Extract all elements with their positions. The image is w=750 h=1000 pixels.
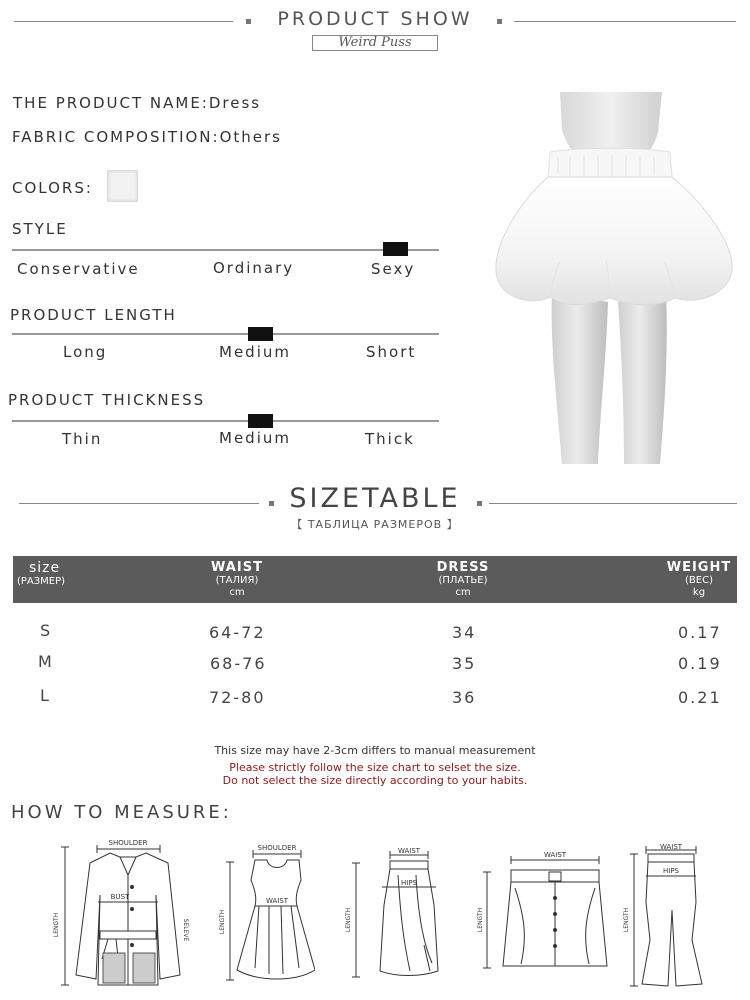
thickness-option-thin: Thin xyxy=(62,430,103,448)
skirt-waist-label: WAIST xyxy=(397,847,421,855)
shorts-waist-label: WAIST xyxy=(543,851,567,859)
dress-shoulder-label: SHOULDER xyxy=(257,844,297,852)
colors-label: COLORS: xyxy=(12,179,93,197)
size-warning-line-1: Please strictly follow the size chart to selset the size. xyxy=(229,761,521,774)
thickness-option-thick: Thick xyxy=(365,430,415,448)
row-m-dress: 35 xyxy=(452,654,477,673)
jacket-length-label: LENGTH xyxy=(53,912,60,938)
length-option-medium: Medium xyxy=(219,343,291,361)
length-marker xyxy=(248,327,273,341)
dress-diagram xyxy=(215,840,315,985)
row-l-size: L xyxy=(40,686,51,705)
shorts-diagram xyxy=(475,848,615,978)
row-s-weight: 0.17 xyxy=(678,623,722,642)
row-s-size: S xyxy=(40,621,53,640)
skirt-length-label: LENGTH xyxy=(345,907,352,933)
col-dress: DRESS (ПЛАТЬЕ) cm xyxy=(436,560,490,598)
thickness-marker xyxy=(248,414,273,428)
thickness-heading: PRODUCT THICKNESS xyxy=(8,391,206,409)
dress-waist-label: WAIST xyxy=(265,897,289,905)
skirt-hips-label: HIPS xyxy=(401,879,417,887)
jacket-diagram xyxy=(50,835,200,993)
sizetable-title: SIZETABLE xyxy=(289,483,461,514)
style-option-conservative: Conservative xyxy=(17,260,140,278)
length-option-short: Short xyxy=(366,343,417,361)
row-m-waist: 68-76 xyxy=(210,654,267,673)
jacket-bust-label: BUST xyxy=(110,893,130,901)
pencil-skirt-diagram xyxy=(340,845,440,985)
jacket-shoulder-label: SHOULDER xyxy=(108,839,148,847)
size-warning-line-2: Do not select the size directly according to your habits. xyxy=(222,774,528,787)
style-heading: STYLE xyxy=(12,220,68,238)
row-m-size: M xyxy=(38,652,54,671)
col-waist: WAIST (ТАЛИЯ) cm xyxy=(211,560,263,598)
length-option-long: Long xyxy=(63,343,108,361)
row-l-weight: 0.21 xyxy=(678,688,722,707)
col-weight: WEIGHT (ВЕС) kg xyxy=(666,560,732,598)
col-size: size (РАЗМЕР) xyxy=(17,560,66,587)
row-m-weight: 0.19 xyxy=(678,654,722,673)
how-to-measure-heading: HOW TO MEASURE: xyxy=(11,802,232,823)
brand-name: Weird Puss xyxy=(312,35,438,51)
color-swatch-white[interactable] xyxy=(107,170,138,202)
dress-length-label: LENGTH xyxy=(219,909,226,935)
trousers-waist-label: WAIST xyxy=(659,843,683,851)
trousers-diagram xyxy=(620,840,730,990)
thickness-scale-line xyxy=(12,420,439,422)
fabric-composition: FABRIC COMPOSITION:Others xyxy=(12,128,282,146)
shorts-length-label: LENGTH xyxy=(477,907,484,933)
sizetable-subtitle: 【 ТАБЛИЦА РАЗМЕРОВ 】 xyxy=(291,518,459,531)
row-s-dress: 34 xyxy=(452,623,477,642)
header-right-dot xyxy=(497,19,502,24)
sizetable-right-dot xyxy=(477,501,482,506)
length-heading: PRODUCT LENGTH xyxy=(10,306,177,324)
trousers-hips-label: HIPS xyxy=(663,867,679,875)
product-photo xyxy=(490,92,740,464)
page-title: PRODUCT SHOW xyxy=(277,8,473,30)
style-marker xyxy=(383,242,408,256)
sizetable-right-rule xyxy=(489,503,737,504)
product-name: THE PRODUCT NAME:Dress xyxy=(13,94,262,112)
trousers-length-label: LENGTH xyxy=(623,907,630,933)
thickness-option-medium: Medium xyxy=(219,429,291,447)
size-warning xyxy=(0,761,750,787)
measurement-note: This size may have 2-3cm differs to manual measurement xyxy=(214,744,536,757)
row-l-dress: 36 xyxy=(452,688,477,707)
jacket-sleeve-label: SELEVE xyxy=(182,918,189,942)
style-option-ordinary: Ordinary xyxy=(213,259,295,277)
size-table-header xyxy=(13,556,737,603)
length-scale-line xyxy=(12,333,439,335)
style-scale-line xyxy=(12,249,439,251)
header-right-rule xyxy=(514,21,736,22)
row-s-waist: 64-72 xyxy=(209,623,266,642)
row-l-waist: 72-80 xyxy=(209,688,266,707)
style-option-sexy: Sexy xyxy=(371,260,416,278)
